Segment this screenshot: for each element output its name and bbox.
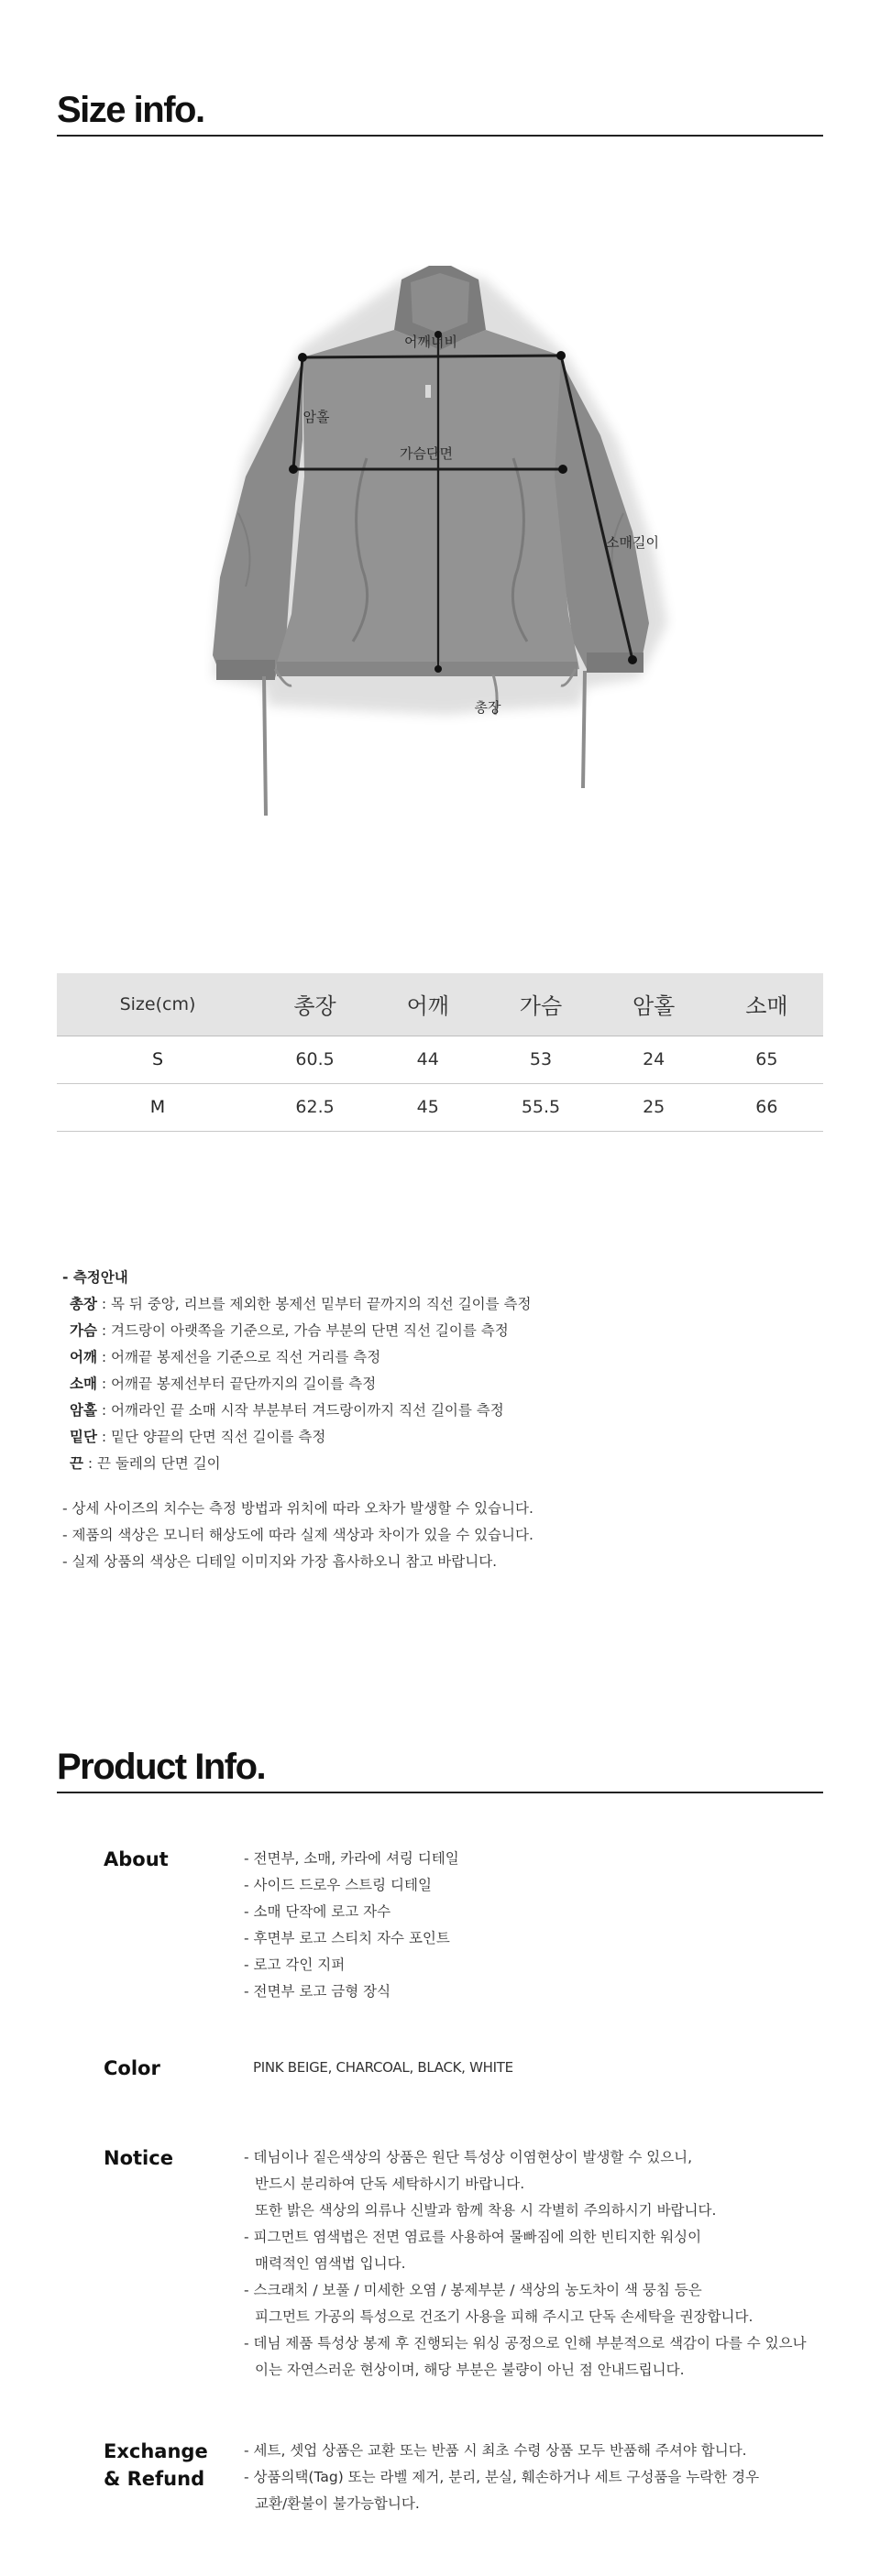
size-table-header bbox=[57, 973, 823, 1036]
about-label: About bbox=[104, 1848, 169, 1870]
guide-note: - 상세 사이즈의 치수는 측정 방법과 위치에 따라 오차가 발생할 수 있습니다. bbox=[62, 1500, 534, 1517]
exchange-label bbox=[104, 2438, 241, 2493]
guide-desc: : 어깨끝 봉제선을 기준으로 직선 거리를 측정 bbox=[96, 1349, 381, 1365]
cell-length: 62.5 bbox=[258, 1083, 371, 1131]
label-armhole: 암홀 bbox=[302, 409, 330, 425]
guide-item bbox=[62, 1398, 823, 1424]
list-item: - 사이드 드로우 스트링 디테일 bbox=[244, 1877, 432, 1893]
list-item: 또한 밝은 색상의 의류나 신발과 함께 착용 시 각별히 주의하시기 바랍니다. bbox=[255, 2202, 717, 2219]
exchange-content bbox=[244, 2438, 830, 2517]
cell-shoulder: 45 bbox=[371, 1083, 484, 1131]
label-length: 총장 bbox=[474, 699, 501, 716]
guide-note: - 제품의 색상은 모니터 해상도에 따라 실제 색상과 차이가 있을 수 있습니다. bbox=[62, 1527, 534, 1543]
list-item: - 세트, 셋업 상품은 교환 또는 반품 시 최초 수령 상품 모두 반품해 주셔야 합니다. bbox=[244, 2442, 747, 2459]
guide-notes bbox=[62, 1496, 823, 1575]
guide-note: - 실제 상품의 색상은 디테일 이미지와 가장 흡사하오니 참고 바랍니다. bbox=[62, 1553, 498, 1570]
table-row bbox=[57, 1083, 823, 1131]
guide-desc: : 목 뒤 중앙, 리브를 제외한 봉제선 밑부터 끝까지의 직선 길이를 측정 bbox=[96, 1296, 532, 1312]
jacket-size-diagram bbox=[0, 238, 880, 898]
cell-size: S bbox=[57, 1036, 258, 1083]
list-item: - 데님 제품 특성상 봉제 후 진행되는 워싱 공정으로 인해 부분적으로 색감이 다를 수 있으나 bbox=[244, 2335, 807, 2351]
list-item: 반드시 분리하여 단독 세탁하시기 바랍니다. bbox=[255, 2176, 525, 2192]
color-value: PINK BEIGE, CHARCOAL, BLACK, WHITE bbox=[253, 2059, 513, 2076]
cell-sleeve: 65 bbox=[710, 1036, 823, 1083]
exchange-label-line1: Exchange bbox=[104, 2440, 208, 2462]
list-item: - 소매 단작에 로고 자수 bbox=[244, 1903, 391, 1920]
list-item: 이는 자연스러운 현상이며, 해당 부분은 불량이 아닌 점 안내드립니다. bbox=[255, 2362, 685, 2378]
header-chest: 가슴 bbox=[484, 973, 597, 1036]
guide-item bbox=[62, 1371, 823, 1398]
notice-content bbox=[244, 2144, 830, 2384]
list-item: 매력적인 염색법 입니다. bbox=[255, 2255, 406, 2272]
label-chest: 가슴단면 bbox=[400, 445, 453, 462]
header-size: Size(cm) bbox=[57, 973, 258, 1036]
guide-desc: : 밑단 양끝의 단면 직선 길이를 측정 bbox=[96, 1429, 326, 1445]
exchange-label-line2: & Refund bbox=[104, 2468, 205, 2490]
label-sleeve: 소매길이 bbox=[606, 534, 659, 551]
guide-desc: : 어깨라인 끝 소매 시작 부분부터 겨드랑이까지 직선 길이를 측정 bbox=[96, 1402, 504, 1419]
list-item: - 전면부 로고 금형 장식 bbox=[244, 1983, 391, 2000]
header-shoulder: 어깨 bbox=[371, 973, 484, 1036]
header-length: 총장 bbox=[258, 973, 371, 1036]
guide-term: 암홀 bbox=[70, 1402, 97, 1419]
guide-desc: : 끈 둘레의 단면 길이 bbox=[82, 1455, 221, 1472]
jacket-illustration bbox=[0, 238, 880, 898]
guide-term: 가슴 bbox=[70, 1322, 97, 1339]
guide-term: 끈 bbox=[70, 1455, 83, 1472]
list-item: - 로고 각인 지퍼 bbox=[244, 1957, 346, 1973]
cell-shoulder: 44 bbox=[371, 1036, 484, 1083]
size-info-title: Size info. bbox=[57, 90, 823, 137]
guide-term: 총장 bbox=[70, 1296, 97, 1312]
notice-label: Notice bbox=[104, 2147, 173, 2169]
color-label: Color bbox=[104, 2057, 160, 2079]
cell-chest: 55.5 bbox=[484, 1083, 597, 1131]
list-item: - 상품의택(Tag) 또는 라벨 제거, 분리, 분실, 훼손하거나 세트 구성품을 누락한 경우 bbox=[244, 2469, 760, 2485]
cell-length: 60.5 bbox=[258, 1036, 371, 1083]
guide-item bbox=[62, 1451, 823, 1477]
list-item: - 피그먼트 염색법은 전면 염료를 사용하여 물빠짐에 의한 빈티지한 워싱이 bbox=[244, 2229, 702, 2245]
label-shoulder: 어깨너비 bbox=[404, 334, 457, 350]
product-info-title: Product Info. bbox=[57, 1747, 823, 1793]
list-item: - 전면부, 소매, 카라에 셔링 디테일 bbox=[244, 1850, 459, 1867]
guide-item bbox=[62, 1344, 823, 1371]
guide-desc: : 어깨끝 봉제선부터 끝단까지의 길이를 측정 bbox=[96, 1376, 377, 1392]
list-item: - 스크래치 / 보풀 / 미세한 오염 / 봉제부분 / 색상의 농도차이 색 뭉침 등은 bbox=[244, 2282, 702, 2298]
list-item: - 후면부 로고 스티치 자수 포인트 bbox=[244, 1930, 450, 1946]
cell-size: M bbox=[57, 1083, 258, 1131]
list-item: 교환/환불이 불가능합니다. bbox=[255, 2495, 420, 2512]
guide-item bbox=[62, 1291, 823, 1318]
header-armhole: 암홀 bbox=[598, 973, 710, 1036]
guide-term: 어깨 bbox=[70, 1349, 97, 1365]
header-sleeve: 소매 bbox=[710, 973, 823, 1036]
guide-title: - 측정안내 bbox=[62, 1269, 128, 1286]
guide-term: 밑단 bbox=[70, 1429, 97, 1445]
table-row bbox=[57, 1036, 823, 1083]
list-item: 피그먼트 가공의 특성으로 건조기 사용을 피해 주시고 단독 손세탁을 권장합니다. bbox=[255, 2308, 754, 2325]
cell-sleeve: 66 bbox=[710, 1083, 823, 1131]
cell-armhole: 24 bbox=[598, 1036, 710, 1083]
cell-armhole: 25 bbox=[598, 1083, 710, 1131]
guide-item bbox=[62, 1424, 823, 1451]
guide-desc: : 겨드랑이 아랫쪽을 기준으로, 가슴 부분의 단면 직선 길이를 측정 bbox=[96, 1322, 509, 1339]
guide-term: 소매 bbox=[70, 1376, 97, 1392]
measure-guide bbox=[62, 1265, 823, 1575]
guide-item bbox=[62, 1318, 823, 1344]
size-table bbox=[57, 973, 823, 1132]
list-item: - 데님이나 짙은색상의 상품은 원단 특성상 이염현상이 발생할 수 있으니, bbox=[244, 2149, 693, 2165]
about-content bbox=[244, 1846, 830, 2005]
cell-chest: 53 bbox=[484, 1036, 597, 1083]
